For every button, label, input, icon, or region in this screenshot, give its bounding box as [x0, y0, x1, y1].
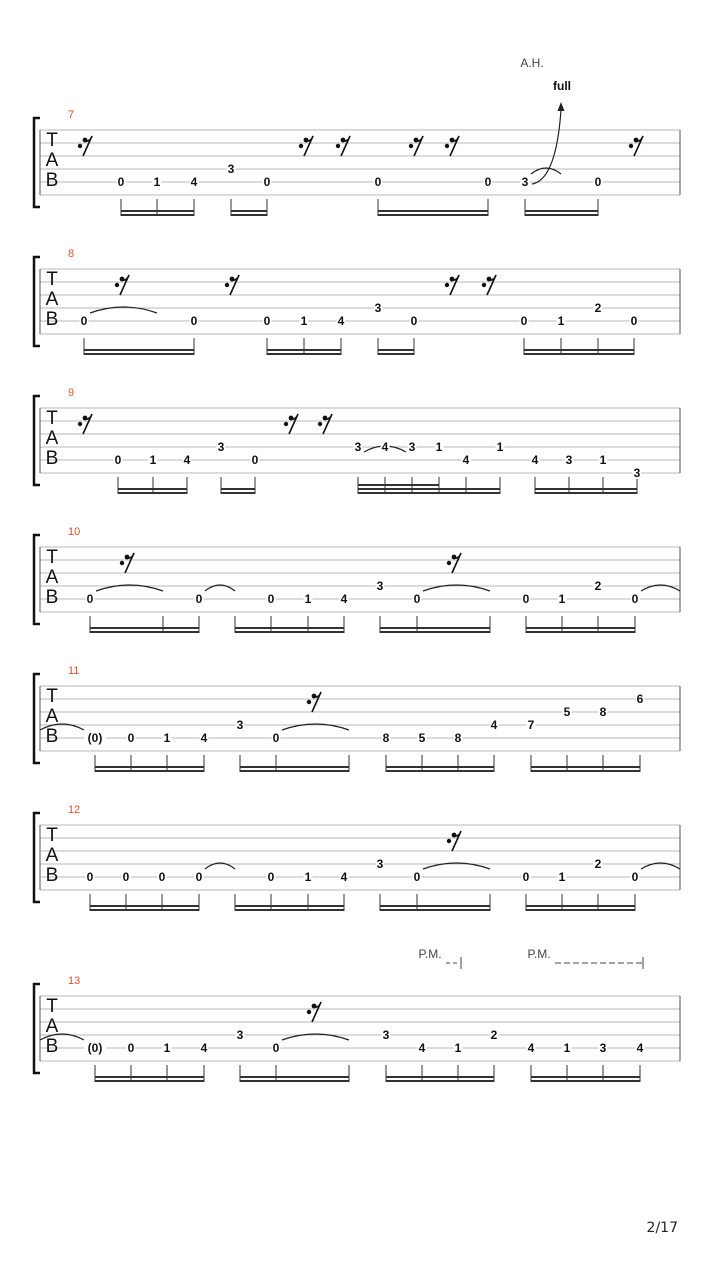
fret-number: 0 [122, 870, 130, 884]
fret-number: 4 [183, 453, 191, 467]
rest-dot [120, 561, 124, 565]
beam [95, 1080, 204, 1082]
fret-number: 3 [217, 440, 225, 454]
tab-clef-letter: A [45, 567, 59, 588]
rest-dot [307, 700, 311, 704]
measure-number: 12 [68, 804, 81, 816]
beam [221, 488, 255, 490]
fret-number: (0) [87, 731, 103, 745]
beam [526, 631, 635, 633]
rest-dot [225, 283, 229, 287]
beam [95, 1076, 204, 1078]
beam [84, 349, 194, 351]
fret-number: 0 [127, 1041, 135, 1055]
fret-number: 1 [558, 870, 566, 884]
tab-clef-letter: T [46, 686, 58, 707]
beam [358, 484, 439, 486]
fret-number: 0 [158, 870, 166, 884]
fret-number: 1 [557, 314, 565, 328]
fret-number: 1 [149, 453, 157, 467]
fret-number: 1 [163, 731, 171, 745]
fret-number: 1 [435, 440, 443, 454]
fret-number: 4 [190, 175, 198, 189]
beam [358, 488, 500, 490]
staff-bracket [34, 984, 40, 1073]
fret-number: 1 [304, 592, 312, 606]
beam [526, 905, 635, 907]
tab-clef-letter: B [45, 726, 59, 747]
eighth-rest [336, 136, 350, 156]
staff-bracket [34, 257, 40, 346]
tab-clef-letter: A [45, 150, 59, 171]
fret-number: 1 [496, 440, 504, 454]
eighth-rest [445, 136, 459, 156]
beam [378, 214, 488, 216]
tab-clef-letter: T [46, 825, 58, 846]
bend-amount-label: full [553, 79, 571, 93]
tab-clef-letter: B [45, 587, 59, 608]
measure-number: 13 [68, 975, 81, 987]
beam [84, 353, 194, 355]
fret-number: 4 [490, 718, 498, 732]
fret-number: 0 [195, 870, 203, 884]
fret-number: 0 [86, 870, 94, 884]
rest-dot [78, 422, 82, 426]
tab-clef-letter: T [46, 130, 58, 151]
fret-number: 3 [376, 579, 384, 593]
beam [524, 349, 634, 351]
fret-number: 7 [527, 718, 535, 732]
fret-number: 4 [200, 1041, 208, 1055]
beam [121, 210, 194, 212]
fret-number: 4 [531, 453, 539, 467]
fret-number: 3 [236, 718, 244, 732]
rest-dot [336, 144, 340, 148]
fret-number: 0 [413, 592, 421, 606]
fret-number: 3 [565, 453, 573, 467]
fret-number: 0 [267, 592, 275, 606]
eighth-rest [318, 414, 332, 434]
staff-bracket [34, 396, 40, 485]
fret-number: 3 [599, 1041, 607, 1055]
beam [525, 210, 598, 212]
beam [235, 627, 344, 629]
fret-number: 4 [636, 1041, 644, 1055]
beam [121, 214, 194, 216]
fret-number: 1 [558, 592, 566, 606]
eighth-rest [307, 1002, 321, 1022]
beam [95, 766, 204, 768]
beam [378, 210, 488, 212]
rest-dot [115, 283, 119, 287]
beam [380, 627, 490, 629]
fret-number: 0 [127, 731, 135, 745]
fret-number: 0 [263, 175, 271, 189]
fret-number: 1 [304, 870, 312, 884]
beam [118, 488, 187, 490]
eighth-rest [447, 553, 461, 573]
fret-number: 0 [114, 453, 122, 467]
fret-number: 0 [117, 175, 125, 189]
tab-clef-letter: A [45, 428, 59, 449]
rest-dot [445, 283, 449, 287]
beam [524, 353, 634, 355]
rest-dot [284, 422, 288, 426]
beam [531, 1080, 640, 1082]
beam [267, 349, 341, 351]
fret-number: 0 [484, 175, 492, 189]
beam [378, 353, 414, 355]
fret-number: 3 [354, 440, 362, 454]
artificial-harmonic-label: A.H. [520, 56, 544, 70]
fret-number: 6 [636, 692, 644, 706]
beam [240, 1076, 349, 1078]
fret-number: 0 [251, 453, 259, 467]
fret-number: 0 [413, 870, 421, 884]
fret-number: 3 [382, 1028, 390, 1042]
fret-number: 8 [382, 731, 390, 745]
beam [231, 214, 267, 216]
fret-number: 2 [594, 857, 602, 871]
measure-number: 9 [68, 387, 75, 399]
beam [380, 909, 490, 911]
eighth-rest [447, 831, 461, 851]
fret-number: 4 [381, 440, 389, 454]
rest-dot [318, 422, 322, 426]
fret-number: 3 [374, 301, 382, 315]
fret-number: 0 [631, 592, 639, 606]
fret-number: 0 [520, 314, 528, 328]
fret-number: 5 [418, 731, 426, 745]
beam [525, 214, 598, 216]
eighth-rest [409, 136, 423, 156]
beam [118, 492, 187, 494]
tab-clef-letter: B [45, 170, 59, 191]
fret-number: 2 [490, 1028, 498, 1042]
fret-number: 8 [454, 731, 462, 745]
fret-number: (0) [87, 1041, 103, 1055]
beam [526, 909, 635, 911]
page-number: 2/17 [646, 1220, 678, 1236]
fret-number: 1 [563, 1041, 571, 1055]
eighth-rest [629, 136, 643, 156]
fret-number: 0 [272, 731, 280, 745]
beam [95, 770, 204, 772]
beam [235, 905, 344, 907]
fret-number: 5 [563, 705, 571, 719]
fret-number: 0 [522, 870, 530, 884]
fret-number: 3 [408, 440, 416, 454]
fret-number: 0 [267, 870, 275, 884]
tab-clef-letter: A [45, 706, 59, 727]
tab-clef-letter: A [45, 845, 59, 866]
fret-number: 0 [522, 592, 530, 606]
beam [240, 770, 349, 772]
rest-dot [482, 283, 486, 287]
eighth-rest [284, 414, 298, 434]
fret-number: 4 [462, 453, 470, 467]
beam [380, 905, 490, 907]
staff-bracket [34, 813, 40, 902]
beam [386, 1076, 494, 1078]
fret-number: 0 [272, 1041, 280, 1055]
beam [90, 909, 199, 911]
palm-mute-label: P.M. [418, 947, 442, 961]
beam [531, 1076, 640, 1078]
beam [90, 627, 199, 629]
fret-number: 0 [631, 870, 639, 884]
beam [221, 492, 255, 494]
fret-number: 0 [263, 314, 271, 328]
eighth-rest [225, 275, 239, 295]
beam [235, 909, 344, 911]
rest-dot [447, 839, 451, 843]
fret-number: 1 [153, 175, 161, 189]
beam [386, 1080, 494, 1082]
beam [386, 770, 494, 772]
beam [90, 905, 199, 907]
tab-clef-letter: T [46, 547, 58, 568]
beam [231, 210, 267, 212]
fret-number: 1 [599, 453, 607, 467]
staff-bracket [34, 118, 40, 207]
rest-dot [307, 1010, 311, 1014]
rest-dot [447, 561, 451, 565]
fret-number: 4 [337, 314, 345, 328]
palm-mute-label: P.M. [527, 947, 551, 961]
beam [535, 488, 637, 490]
tab-clef-letter: T [46, 996, 58, 1017]
tab-clef-letter: T [46, 408, 58, 429]
fret-number: 8 [599, 705, 607, 719]
fret-number: 0 [594, 175, 602, 189]
eighth-rest [78, 414, 92, 434]
staff-bracket [34, 535, 40, 624]
beam [531, 770, 640, 772]
fret-number: 1 [163, 1041, 171, 1055]
eighth-rest [120, 553, 134, 573]
fret-number: 3 [227, 162, 235, 176]
measure-number: 10 [68, 526, 81, 538]
measure-number: 11 [68, 665, 80, 677]
bend-arrowhead [558, 102, 565, 111]
tab-clef-letter: A [45, 1016, 59, 1037]
beam [386, 766, 494, 768]
fret-number: 4 [527, 1041, 535, 1055]
tab-clef-letter: B [45, 309, 59, 330]
eighth-rest [78, 136, 92, 156]
beam [526, 627, 635, 629]
measure-number: 7 [68, 109, 75, 121]
rest-dot [629, 144, 633, 148]
tab-clef-letter: B [45, 865, 59, 886]
eighth-rest [482, 275, 496, 295]
fret-number: 0 [410, 314, 418, 328]
rest-dot [299, 144, 303, 148]
beam [240, 766, 349, 768]
fret-number: 2 [594, 301, 602, 315]
tab-clef-letter: A [45, 289, 59, 310]
eighth-rest [445, 275, 459, 295]
fret-number: 1 [454, 1041, 462, 1055]
fret-number: 0 [80, 314, 88, 328]
beam [378, 349, 414, 351]
fret-number: 4 [200, 731, 208, 745]
beam [90, 631, 199, 633]
fret-number: 3 [376, 857, 384, 871]
beam [235, 631, 344, 633]
beam [380, 631, 490, 633]
eighth-rest [307, 692, 321, 712]
fret-number: 3 [633, 466, 641, 480]
eighth-rest [115, 275, 129, 295]
tab-clef-letter: B [45, 448, 59, 469]
tab-clef-letter: B [45, 1036, 59, 1057]
fret-number: 2 [594, 579, 602, 593]
fret-number: 4 [340, 592, 348, 606]
fret-number: 3 [521, 175, 529, 189]
beam [358, 492, 500, 494]
beam [267, 353, 341, 355]
bend-curve [532, 110, 561, 184]
beam [240, 1080, 349, 1082]
measure-number: 8 [68, 248, 75, 260]
beam [531, 766, 640, 768]
fret-number: 4 [340, 870, 348, 884]
fret-number: 0 [190, 314, 198, 328]
fret-number: 0 [195, 592, 203, 606]
fret-number: 1 [300, 314, 308, 328]
beam [535, 492, 637, 494]
rest-dot [409, 144, 413, 148]
staff-bracket [34, 674, 40, 763]
fret-number: 0 [86, 592, 94, 606]
fret-number: 0 [374, 175, 382, 189]
fret-number: 0 [630, 314, 638, 328]
rest-dot [78, 144, 82, 148]
fret-number: 3 [236, 1028, 244, 1042]
eighth-rest [299, 136, 313, 156]
rest-dot [445, 144, 449, 148]
tab-clef-letter: T [46, 269, 58, 290]
fret-number: 4 [418, 1041, 426, 1055]
